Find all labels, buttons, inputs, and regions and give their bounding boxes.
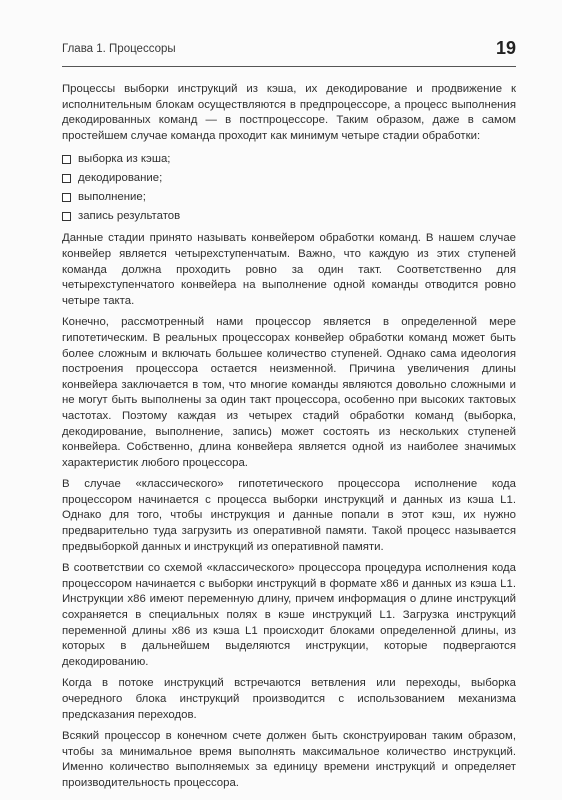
header-rule <box>62 66 516 67</box>
list-item: запись результатов <box>62 207 516 226</box>
checkbox-bullet-icon <box>62 193 71 202</box>
list-item: выполнение; <box>62 188 516 207</box>
paragraph: В соответствии со схемой «классического» процессора процедура исполнения кода процессором начинается с выборки инструкций в формате x86 и данных из кэша L1. Инструкции x86 имеют переменную длину, причем информация о длине инструкций сохраняется в специальных полях в кэше инструкций L1. Загрузка инструкций переменной длины x86 из кэша L1 происходит блоками определенной длины, из которых в дальнейшем выделяются инструкции, которые подвергаются декодированию. <box>62 562 516 668</box>
page-number: 19 <box>495 38 516 58</box>
checkbox-bullet-icon <box>62 155 71 164</box>
paragraph: Конечно, рассмотренный нами процессор является в определенной мере гипотетическим. В реальных процессорах конвейер обработки команд может быть более сложным и включать большее количество ступеней. Однако сама идеология построения процессора остается неизменной. Причина увеличения длины конвейера заключается в том, что многие команды являются довольно сложными и не могут быть выполнены за один такт процессора, особенно при высоких тактовых частотах. Поэтому каждая из четырех стадий обработки команд (выборка, декодирование, выполнение, запись) может состоять из нескольких ступеней конвейера. Собственно, длина конвейера является одной из наиболее значимых характеристик любого процессора. <box>62 316 516 469</box>
paragraph: Всякий процессор в конечном счете должен быть сконструирован таким образом, чтобы за минимальное время выполнять максимальное количество инструкций. Именно количество выполняемых за единицу времени инструкций и определяет производительность процессора. <box>62 730 516 789</box>
paragraph-intro: Процессы выборки инструкций из кэша, их декодирование и продвижение к исполнительным блокам осуществляются в предпроцессоре, а процесс выполнения декодированных команд — в постпроцессоре. Таким образом, даже в самом простейшем случае команда проходит как минимум четыре стадии обработки: <box>62 83 516 142</box>
list-item: выборка из кэша; <box>62 150 516 169</box>
paragraph: Когда в потоке инструкций встречаются ветвления или переходы, выборка очередного блока инструкций производится с использованием механизма предсказания переходов. <box>62 677 516 721</box>
paragraph: Данные стадии принято называть конвейером обработки команд. В нашем случае конвейер является четырехступенчатым. Важно, что каждую из этих ступеней команда должна проходить ровно за один такт. Соответственно для четырехступенчатого конвейера на выполнение одной команды отводится ровно четыре такта. <box>62 232 516 307</box>
page-header <box>62 38 516 62</box>
chapter-title: Глава 1. Процессоры <box>62 43 176 55</box>
paragraph: В случае «классического» гипотетического процессора исполнение кода процессором начинается с процесса выборки инструкций и данных из кэша L1. Однако для того, чтобы инструкция и данные попали в этот кэш, их нужно предварительно туда загрузить из оперативной памяти. Такой процесс называется предвыборкой данных и инструкций из оперативной памяти. <box>62 478 516 553</box>
list-item: декодирование; <box>62 169 516 188</box>
checkbox-bullet-icon <box>62 212 71 221</box>
page-body <box>62 82 516 798</box>
stages-list <box>62 150 516 226</box>
checkbox-bullet-icon <box>62 174 71 183</box>
